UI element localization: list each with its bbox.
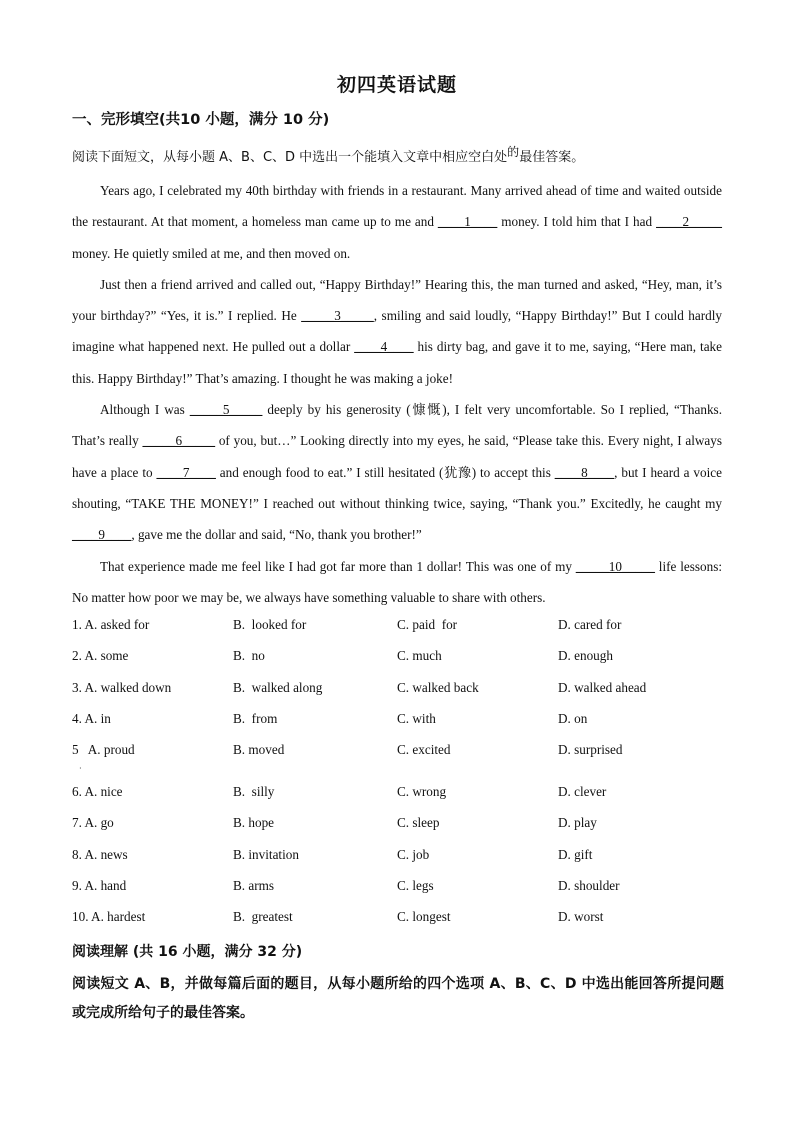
answer-blank[interactable]: ____4____ xyxy=(354,339,414,355)
option-a[interactable]: 4. A. in xyxy=(72,710,111,726)
passage-text: , gave me the dollar and said, “No, thank you brother!” xyxy=(131,527,422,543)
answer-blank[interactable]: _____5_____ xyxy=(189,402,263,418)
option-a[interactable]: 1. A. asked for xyxy=(72,617,150,632)
passage-paragraph xyxy=(72,394,722,550)
option-a[interactable]: 9. A. hand xyxy=(72,878,127,894)
option-c[interactable]: C. with xyxy=(397,710,436,726)
passage-text: his dirty bag, and gave it to me, saying, “Here man, take this. Happy Birthday!” That’s amazing. I thought he was making a joke! xyxy=(72,339,723,386)
question-row xyxy=(72,617,732,648)
question-row xyxy=(72,680,732,711)
page-title: 初四英语试题 xyxy=(336,74,457,96)
option-a[interactable]: 3. A. walked down xyxy=(72,679,172,695)
answer-blank[interactable]: ____7____ xyxy=(156,464,216,480)
passage-text: of you, but…” Looking directly into my eyes, he said, “Please take this. Every night, I always have a place to xyxy=(72,433,722,480)
option-d[interactable]: D. worst xyxy=(558,909,604,925)
answer-blank[interactable]: _____3_____ xyxy=(301,308,374,324)
instruction-end: 最佳答案。 xyxy=(519,150,585,165)
option-b[interactable]: B. moved xyxy=(233,742,285,758)
passage-paragraph xyxy=(72,269,722,394)
option-c[interactable]: C. wrong xyxy=(397,784,447,800)
stray-dot: · xyxy=(79,764,82,774)
option-b[interactable]: B. no xyxy=(233,648,265,664)
section-1-instruction xyxy=(72,146,584,165)
question-row xyxy=(72,784,732,815)
answer-options xyxy=(72,617,732,941)
option-d[interactable]: D. walked ahead xyxy=(558,679,647,695)
option-d[interactable]: D. enough xyxy=(558,648,613,664)
section-1-heading: 一、完形填空(共10 小题，满分 10 分) xyxy=(72,112,330,128)
option-b[interactable]: B. greatest xyxy=(233,909,293,925)
option-c[interactable]: C. excited xyxy=(397,742,451,758)
option-b[interactable]: B. hope xyxy=(233,815,275,831)
question-row xyxy=(72,815,732,846)
passage-text: deeply by his generosity (慷慨), I felt very uncomfortable. So I replied, “Thanks. That’s really xyxy=(72,402,722,449)
option-a[interactable]: 7. A. go xyxy=(72,815,114,831)
option-c[interactable]: C. job xyxy=(397,846,430,862)
option-d[interactable]: D. shoulder xyxy=(558,878,620,894)
option-c[interactable]: C. walked back xyxy=(397,679,479,695)
answer-blank[interactable]: ____9____ xyxy=(72,527,132,543)
question-row xyxy=(72,648,732,679)
passage-text: money. He quietly smiled at me, and then moved on. xyxy=(72,245,351,261)
passage-text: That experience made me feel like I had got far more than 1 dollar! This was one of my xyxy=(100,558,576,574)
passage-paragraph xyxy=(72,175,722,269)
question-row xyxy=(72,878,732,909)
option-c[interactable]: C. longest xyxy=(397,909,451,925)
passage-paragraph xyxy=(72,551,722,614)
option-c[interactable]: C. legs xyxy=(397,878,434,894)
question-row xyxy=(72,742,732,784)
option-d[interactable]: D. cared for xyxy=(558,617,622,632)
passage-text: Although I was xyxy=(100,402,190,418)
answer-blank[interactable]: _____6_____ xyxy=(142,433,216,449)
option-c[interactable]: C. sleep xyxy=(397,815,440,831)
option-c[interactable]: C. much xyxy=(397,648,442,664)
question-row xyxy=(72,711,732,742)
option-a[interactable]: 5 A. proud xyxy=(72,742,135,758)
option-b[interactable]: B. from xyxy=(233,710,278,726)
passage-text: Just then a friend arrived and called out, “Happy Birthday!” Hearing this, the man turned and asked, “Hey, man, it’s your birthday?” “Yes, it is.” I replied. He xyxy=(72,276,722,324)
question-row xyxy=(72,909,732,940)
option-d[interactable]: D. clever xyxy=(558,784,607,800)
option-a[interactable]: 10. A. hardest xyxy=(72,909,146,925)
option-d[interactable]: D. gift xyxy=(558,846,593,862)
section-2-instruction: 阅读短文 A、B，并做每篇后面的题目，从每小题所给的四个选项 A、B、C、D 中选出能回答所提问题或完成所给句子的最佳答案。 xyxy=(72,976,724,1021)
option-d[interactable]: D. on xyxy=(558,710,588,726)
passage-text: life lessons: No matter how poor we may be, we always have something valuable to share with others. xyxy=(72,558,722,605)
passage-text: , but I heard a voice shouting, “TAKE THE MONEY!” I reached out without thinking twice, saying, “Thank you.” Excitedly, he caught my xyxy=(72,464,722,511)
option-b[interactable]: B. arms xyxy=(233,878,275,894)
option-a[interactable]: 8. A. news xyxy=(72,846,128,862)
option-b[interactable]: B. invitation xyxy=(233,846,299,862)
passage-text: , smiling and said loudly, “Happy Birthday!” But I could hardly imagine what happened next. He pulled out a dollar xyxy=(72,308,722,355)
passage-text: and enough food to eat.” I still hesitated (犹豫) to accept this xyxy=(215,464,555,480)
option-d[interactable]: D. surprised xyxy=(558,742,623,758)
question-row xyxy=(72,847,732,878)
option-b[interactable]: B. walked along xyxy=(233,679,323,695)
passage-text: money. I told him that I had xyxy=(497,214,657,230)
passage-text: Years ago, I celebrated my 40th birthday with friends in a restaurant. Many arrived ahead of time and waited outside the restaurant. At that moment, a homeless man came up to me and xyxy=(72,183,722,230)
section-2-heading: 阅读理解 (共 16 小题，满分 32 分) xyxy=(72,944,303,960)
option-a[interactable]: 2. A. some xyxy=(72,648,129,664)
option-d[interactable]: D. play xyxy=(558,815,597,831)
answer-blank[interactable]: ____8____ xyxy=(554,464,615,480)
instruction-text: 阅读下面短文，从每小题 A、B、C、D 中选出一个能填入文章中相应空白处 xyxy=(72,150,508,165)
option-b[interactable]: B. silly xyxy=(233,784,275,800)
instruction-superscript: 的 xyxy=(507,145,520,159)
answer-blank[interactable]: ____2_____ xyxy=(656,214,722,230)
option-c[interactable]: C. paid for xyxy=(397,617,458,632)
option-b[interactable]: B. looked for xyxy=(233,617,307,632)
answer-blank[interactable]: _____10_____ xyxy=(575,558,655,574)
cloze-passage xyxy=(72,175,722,613)
option-a[interactable]: 6. A. nice xyxy=(72,784,123,800)
answer-blank[interactable]: ____1____ xyxy=(437,214,498,230)
